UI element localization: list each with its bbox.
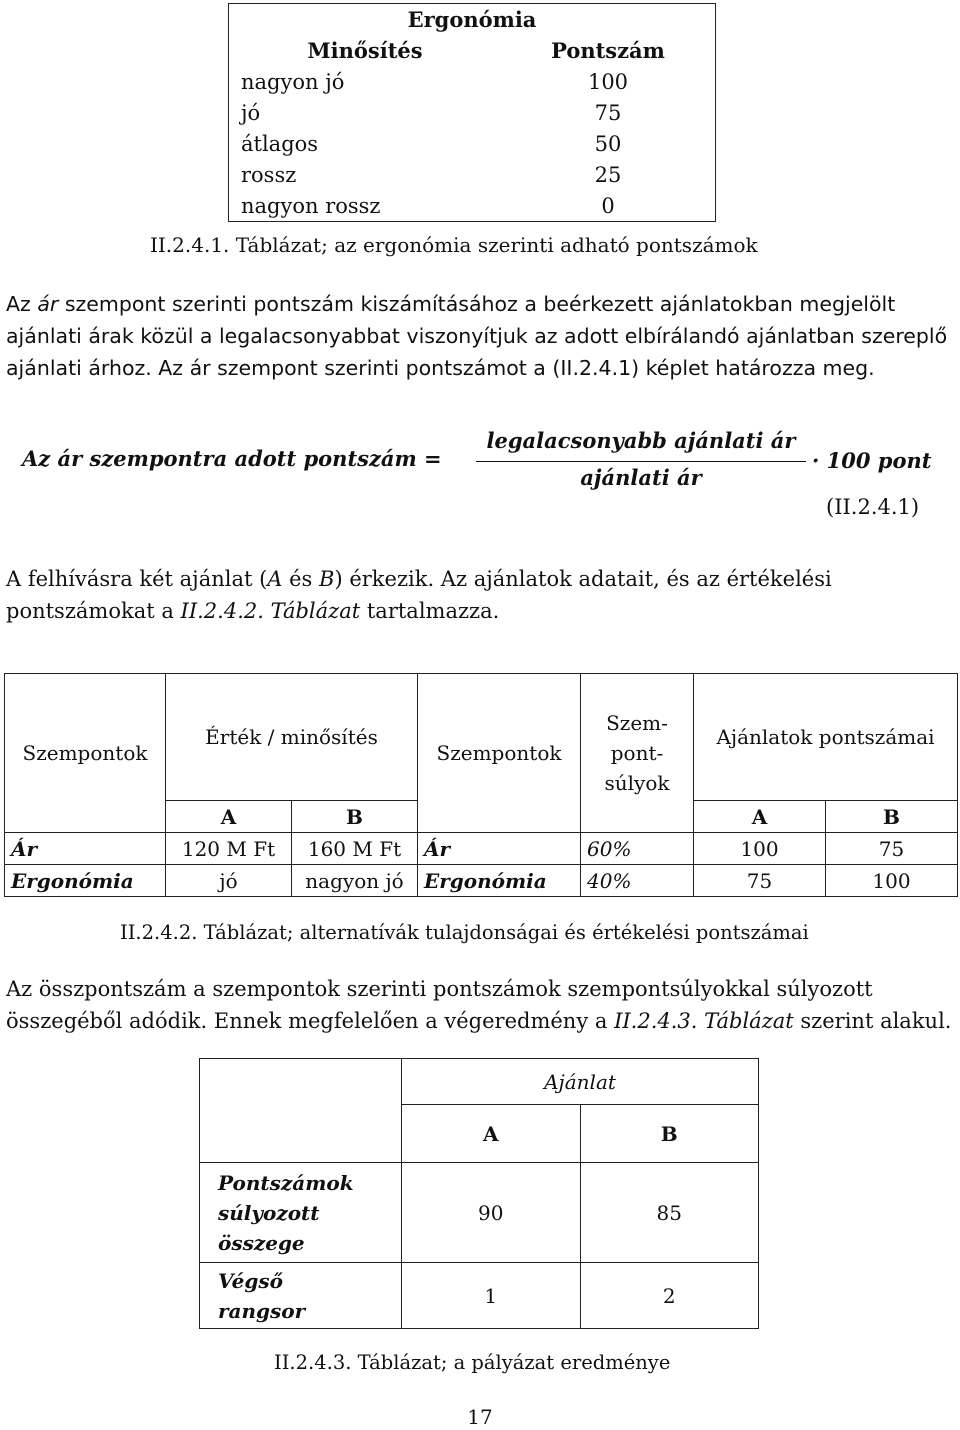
cell: Ergonómia (418, 865, 581, 897)
cell: 1 (402, 1263, 581, 1329)
text: Az összpontszám a szempontok szerinti pontszámok szempontsúlyokkal súlyozott összegéből adódik. Ennek megfelelően a végeredmény a (6, 977, 873, 1033)
formula-multiplier: · 100 pont (812, 448, 932, 473)
table-caption: II.2.4.3. Táblázat; a pályázat eredménye (274, 1351, 671, 1374)
row-label (200, 1163, 402, 1263)
text: szerint alakul. (793, 1009, 952, 1033)
result-table (199, 1058, 759, 1329)
paragraph (6, 563, 952, 627)
table-row (229, 128, 716, 159)
label-line: rangsor (218, 1298, 306, 1323)
text: szempont szerinti pontszám kiszámításához a beérkezett ajánlatokban megjelölt ajánlati árak közül a legalacsonyabbat viszonyítjuk az adott elbírálandó ajánlatban szereplő ajánlati árhoz. Az ár szempont szerinti pontszámot a (II.2.4.1) képlet határozza meg. (6, 292, 948, 380)
alternatives-table (4, 673, 958, 897)
column-header (581, 674, 694, 833)
header-line: pont- (610, 741, 664, 765)
cell: 100 (587, 69, 629, 94)
label-line: Végső (218, 1268, 283, 1293)
cell: rossz (241, 162, 297, 187)
text-italic: B (319, 567, 335, 591)
column-header: Szempontok (418, 674, 581, 833)
ergonomia-table (228, 3, 716, 222)
page-number: 17 (467, 1405, 493, 1429)
label-line: súlyozott (218, 1200, 320, 1225)
text: A felhívásra két ajánlat ( (6, 567, 268, 591)
cell: 75 (694, 865, 826, 897)
text-italic: ár (37, 292, 59, 316)
cell: 90 (402, 1163, 581, 1263)
cell: 0 (601, 193, 615, 218)
column-header: Ajánlatok pontszámai (694, 674, 958, 801)
cell: 85 (580, 1163, 759, 1263)
label-line: Pontszámok (218, 1170, 354, 1195)
table-row (200, 1163, 759, 1263)
cell: 120 M Ft (166, 833, 292, 865)
sub-header: B (292, 801, 418, 833)
column-header: Ajánlat (402, 1059, 759, 1105)
equation-number: (II.2.4.1) (826, 495, 920, 519)
text-italic: A (267, 567, 283, 591)
cell: 50 (594, 131, 622, 156)
paragraph (6, 973, 952, 1037)
cell: Ár (5, 833, 166, 865)
cell: jó (241, 100, 261, 125)
table-row (200, 1263, 759, 1329)
cell: 75 (825, 833, 957, 865)
table-row (229, 97, 716, 128)
paragraph (6, 288, 952, 384)
text: és (282, 567, 320, 591)
table-caption: II.2.4.2. Táblázat; alternatívák tulajdonságai és értékelési pontszámai (120, 921, 809, 944)
column-header: Érték / minősítés (166, 674, 418, 801)
table-row (5, 865, 958, 897)
table-row (229, 190, 716, 222)
table-title: Ergonómia (407, 7, 537, 32)
fraction-bar (476, 461, 806, 462)
cell: Ár (418, 833, 581, 865)
text: Az (6, 292, 38, 316)
empty-cell (200, 1059, 402, 1163)
text: ) érkezik. Az ajánlatok adatait, és az értékelési pontszámokat a (6, 567, 832, 623)
sub-header: B (580, 1105, 759, 1163)
text: tartalmazza. (360, 599, 500, 623)
table-row (5, 833, 958, 865)
table-caption: II.2.4.1. Táblázat; az ergonómia szerinti adható pontszámok (150, 233, 758, 257)
sub-header: A (402, 1105, 581, 1163)
cell: Ergonómia (5, 865, 166, 897)
sub-header: B (825, 801, 957, 833)
cell: 75 (594, 100, 622, 125)
cell: 100 (825, 865, 957, 897)
cell: 60% (581, 833, 694, 865)
header-line: Szem- (606, 711, 668, 735)
formula-lhs: Az ár szempontra adott pontszám = (22, 446, 442, 471)
column-header: Szempontok (5, 674, 166, 833)
row-label (200, 1263, 402, 1329)
cell: átlagos (241, 131, 319, 156)
header-line: súlyok (604, 771, 670, 795)
sub-header: A (166, 801, 292, 833)
cell: 25 (594, 162, 622, 187)
sub-header: A (694, 801, 826, 833)
text-italic: II.2.4.3. Táblázat (614, 1009, 794, 1033)
text-italic: II.2.4.2. Táblázat (180, 599, 361, 623)
formula-denominator: ajánlati ár (580, 465, 702, 490)
column-header: Pontszám (551, 38, 665, 63)
label-line: összege (218, 1230, 305, 1255)
cell: 40% (581, 865, 694, 897)
cell: nagyon rossz (241, 193, 381, 218)
cell: 2 (580, 1263, 759, 1329)
cell: 100 (694, 833, 826, 865)
column-header: Minősítés (307, 38, 423, 63)
cell: nagyon jó (241, 69, 345, 94)
formula-numerator: legalacsonyabb ajánlati ár (486, 428, 796, 453)
cell: nagyon jó (292, 865, 418, 897)
cell: 160 M Ft (292, 833, 418, 865)
cell: jó (166, 865, 292, 897)
table-row (229, 159, 716, 190)
table-row (229, 66, 716, 97)
